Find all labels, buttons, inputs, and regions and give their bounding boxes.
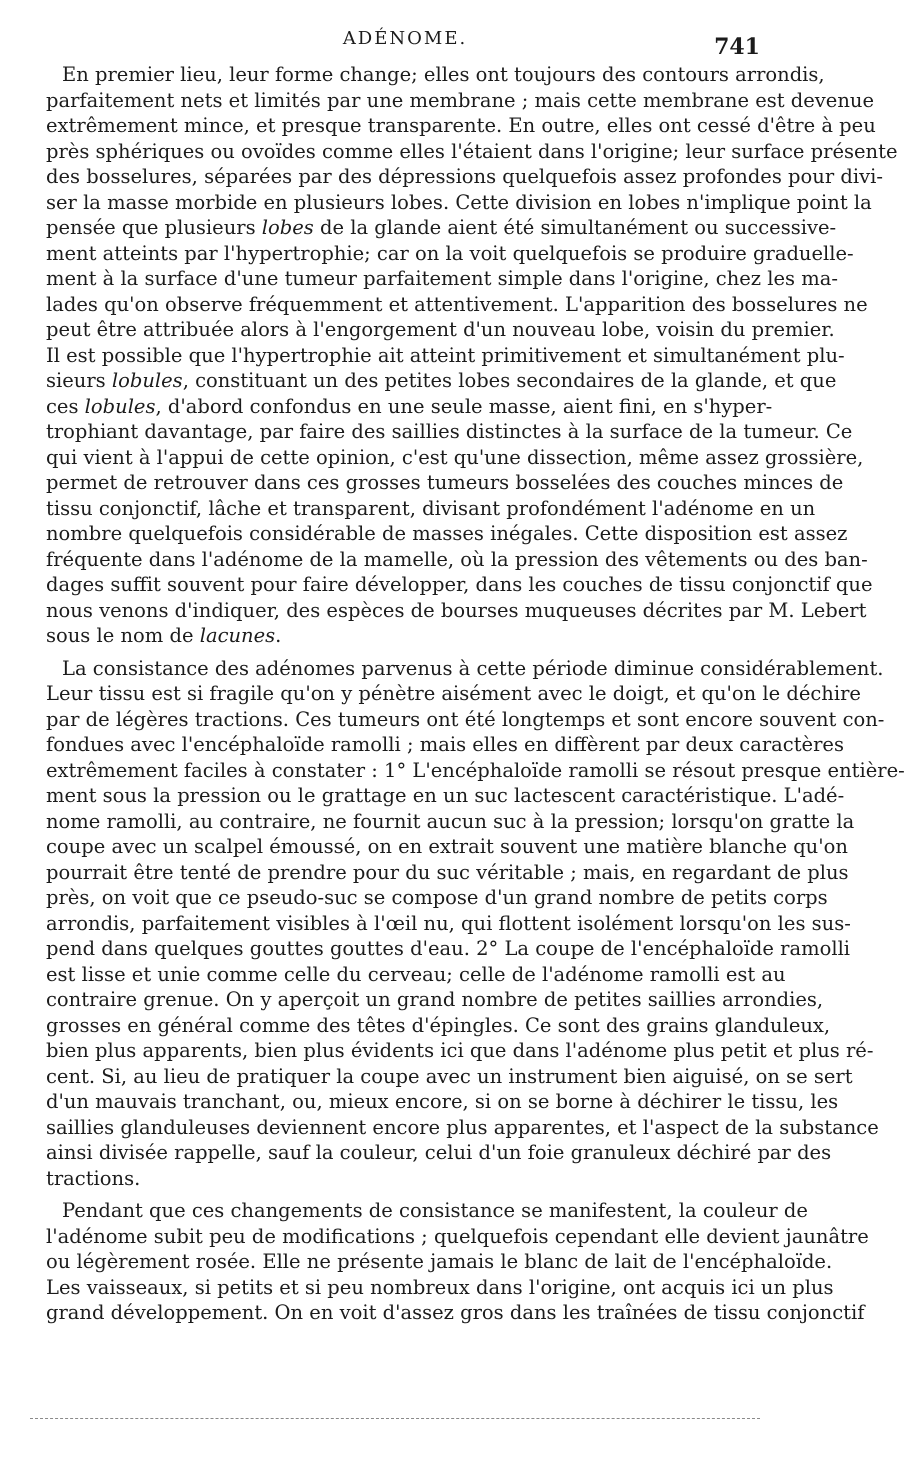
page-number: 741 xyxy=(714,34,760,60)
text-line: ment atteints par l'hypertrophie; car on la voit quelquefois se produire graduelle- xyxy=(46,241,854,265)
text-line: Il est possible que l'hypertrophie ait atteint primitivement et simultanément plu- xyxy=(46,343,845,367)
text-line: peut être attribuée alors à l'engorgement d'un nouveau lobe, voisin du premier. xyxy=(46,318,835,341)
text-line: parfaitement nets et limités par une membrane ; mais cette membrane est devenue xyxy=(46,88,875,112)
text-line: pourrait être tenté de prendre pour du suc véritable ; mais, en regardant de plus xyxy=(46,860,849,884)
text-line: Pendant que ces changements de consistance se manifestent, la couleur de xyxy=(62,1199,808,1222)
text-line: coupe avec un scalpel émoussé, on en extrait souvent une matière blanche qu'on xyxy=(46,835,848,858)
text-line: arrondis, parfaitement visibles à l'œil nu, qui flottent isolément lorsqu'on les sus- xyxy=(46,911,851,935)
text-line: lades qu'on observe fréquemment et attentivement. L'apparition des bosselures ne xyxy=(46,292,868,316)
running-title: ADÉNOME. xyxy=(342,28,468,49)
text-line: par de légères tractions. Ces tumeurs ont été longtemps et sont encore souvent con- xyxy=(46,707,885,731)
text-line: fréquente dans l'adénome de la mamelle, où la pression des vêtements ou des ban- xyxy=(46,547,868,571)
text-line: permet de retrouver dans ces grosses tumeurs bosselées des couches minces de xyxy=(46,471,844,494)
paragraph xyxy=(46,656,905,1192)
text-line: cent. Si, au lieu de pratiquer la coupe avec un instrument bien aiguisé, on se sert xyxy=(46,1064,853,1088)
text-line: nome ramolli, au contraire, ne fournit aucun suc à la pression; lorsqu'on gratte la xyxy=(46,809,855,833)
text-line: grosses en général comme des têtes d'épingles. Ce sont des grains glanduleux, xyxy=(46,1013,831,1037)
text-line: extrêmement mince, et presque transparente. En outre, elles ont cessé d'être à peu xyxy=(46,114,876,137)
running-head xyxy=(50,28,760,58)
text-line: sous le nom de lacunes. xyxy=(46,624,282,647)
text-line: près sphériques ou ovoïdes comme elles l'étaient dans l'origine; leur surface présente xyxy=(46,139,898,163)
text-line: nombre quelquefois considérable de masses inégales. Cette disposition est assez xyxy=(46,522,848,545)
text-line: dages suffit souvent pour faire développer, dans les couches de tissu conjonctif que xyxy=(46,573,873,596)
paragraph xyxy=(46,62,898,649)
paragraph xyxy=(46,1198,869,1326)
text-line: trophiant davantage, par faire des saillies distinctes à la surface de la tumeur. Ce xyxy=(46,420,853,443)
text-line: contraire grenue. On y aperçoit un grand nombre de petites saillies arrondies, xyxy=(46,988,824,1011)
text-line: Les vaisseaux, si petits et si peu nombreux dans l'origine, ont acquis ici un plus xyxy=(46,1275,834,1299)
text-line: grand développement. On en voit d'assez gros dans les traînées de tissu conjonctif xyxy=(46,1301,865,1324)
text-line: l'adénome subit peu de modifications ; quelquefois cependant elle devient jaunâtre xyxy=(46,1224,869,1248)
text-line: ces lobules, d'abord confondus en une seule masse, aient fini, en s'hyper- xyxy=(46,394,773,418)
text-line: nous venons d'indiquer, des espèces de bourses muqueuses décrites par M. Lebert xyxy=(46,598,867,622)
text-line: tissu conjonctif, lâche et transparent, divisant profondément l'adénome en un xyxy=(46,496,816,520)
text-line: ou légèrement rosée. Elle ne présente jamais le blanc de lait de l'encéphaloïde. xyxy=(46,1250,833,1273)
text-line: est lisse et unie comme celle du cerveau; celle de l'adénome ramolli est au xyxy=(46,962,786,986)
text-line: extrêmement faciles à constater : 1° L'encéphaloïde ramolli se résout presque entière- xyxy=(46,758,905,782)
text-line: pensée que plusieurs lobes de la glande aient été simultanément ou successive- xyxy=(46,216,837,239)
text-line: La consistance des adénomes parvenus à cette période diminue considérablement. xyxy=(62,656,884,680)
body-text xyxy=(46,62,905,1326)
text-line: pend dans quelques gouttes gouttes d'eau. 2° La coupe de l'encéphaloïde ramolli xyxy=(46,937,851,960)
text-line: des bosselures, séparées par des dépressions quelquefois assez profondes pour divi- xyxy=(46,165,883,188)
text-line: Leur tissu est si fragile qu'on y pénètre aisément avec le doigt, et qu'on le déchire xyxy=(46,682,861,705)
text-line: ment sous la pression ou le grattage en un suc lactescent caractéristique. L'adé- xyxy=(46,784,845,807)
text-line: En premier lieu, leur forme change; elles ont toujours des contours arrondis, xyxy=(62,63,825,86)
text-line: sieurs lobules, constituant un des petites lobes secondaires de la glande, et que xyxy=(46,369,837,392)
text-line: ment à la surface d'une tumeur parfaitement simple dans l'origine, chez les ma- xyxy=(46,267,838,290)
text-line: bien plus apparents, bien plus évidents ici que dans l'adénome plus petit et plus ré- xyxy=(46,1039,874,1062)
page-bottom-rule xyxy=(30,1418,760,1419)
text-line: qui vient à l'appui de cette opinion, c'est qu'une dissection, même assez grossière, xyxy=(46,445,864,469)
text-line: fondues avec l'encéphaloïde ramolli ; mais elles en diffèrent par deux caractères xyxy=(46,733,844,756)
text-line: près, on voit que ce pseudo-suc se compose d'un grand nombre de petits corps xyxy=(46,886,828,909)
text-line: tractions. xyxy=(46,1166,141,1190)
text-line: d'un mauvais tranchant, ou, mieux encore, si on se borne à déchirer le tissu, les xyxy=(46,1090,839,1113)
text-line: saillies glanduleuses deviennent encore plus apparentes, et l'aspect de la substance xyxy=(46,1115,879,1139)
text-line: ser la masse morbide en plusieurs lobes. Cette division en lobes n'implique point la xyxy=(46,190,872,214)
text-line: ainsi divisée rappelle, sauf la couleur, celui d'un foie granuleux déchiré par des xyxy=(46,1141,832,1164)
